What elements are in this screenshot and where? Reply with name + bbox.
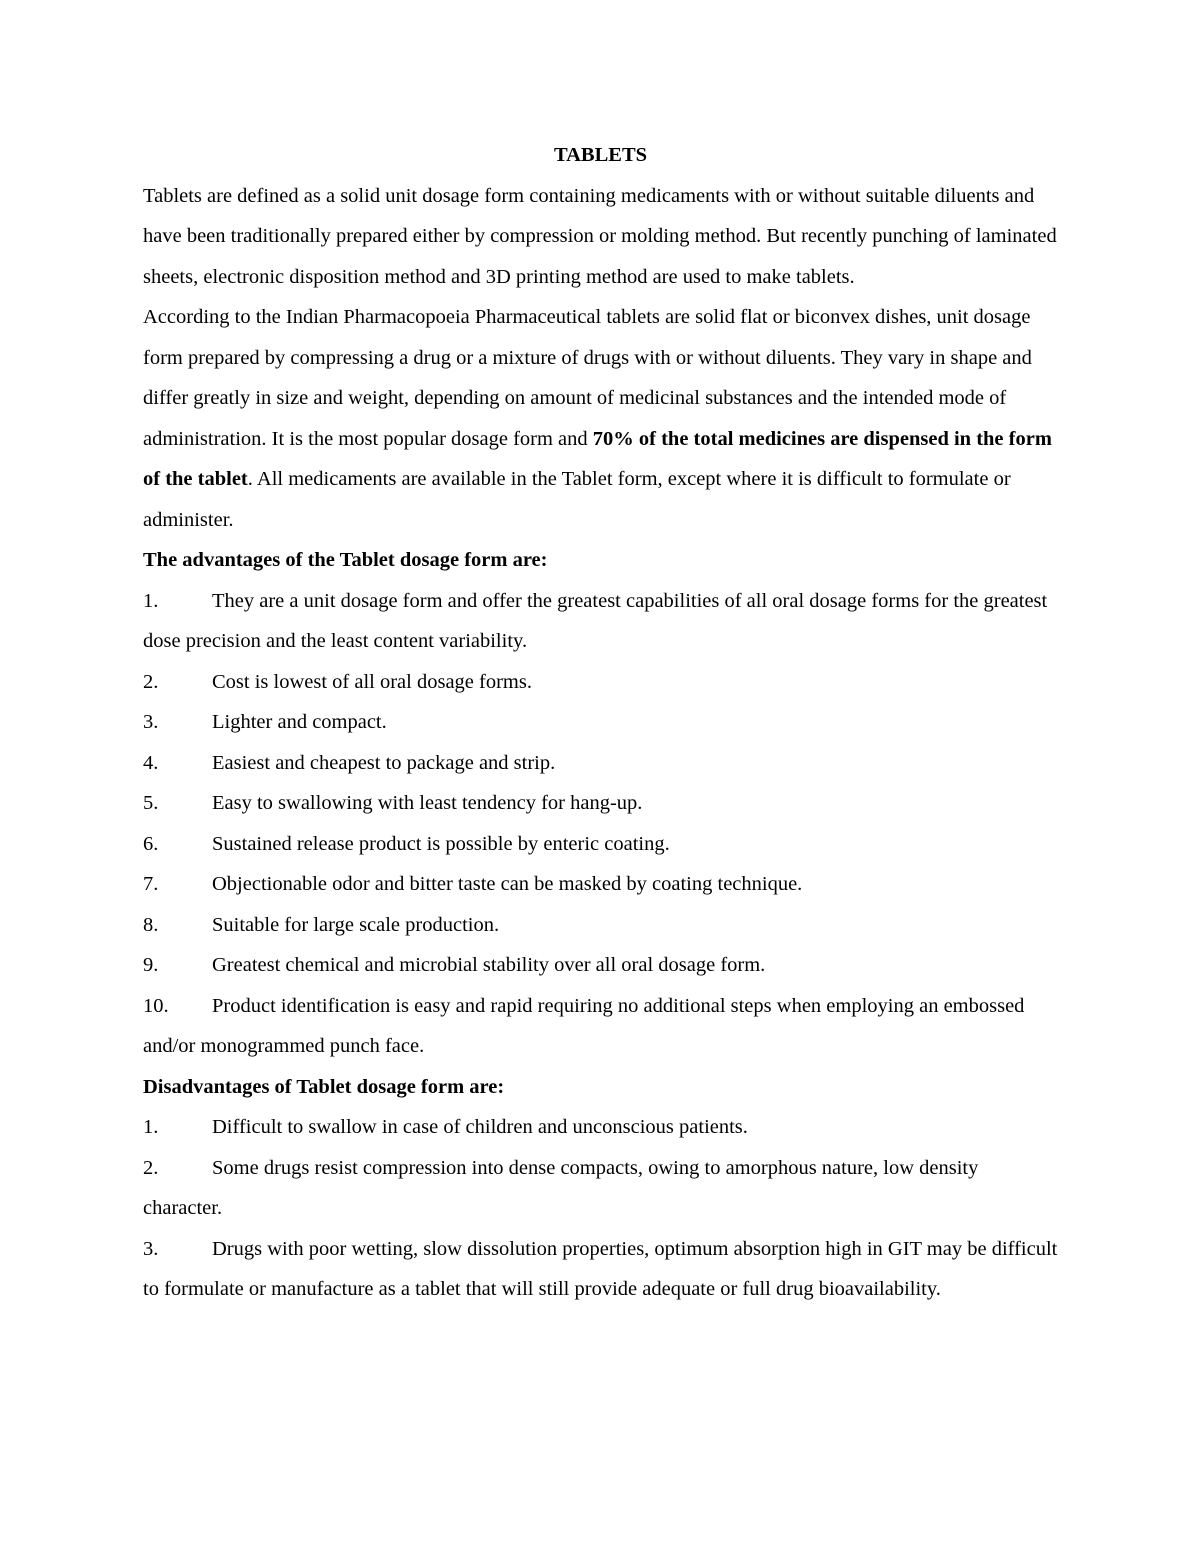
advantages-heading: The advantages of the Tablet dosage form are: xyxy=(143,549,548,571)
list-item-text: Product identification is easy and rapid requiring no additional steps when employing an embossed and/or monogrammed punch face. xyxy=(143,994,1025,1057)
list-item xyxy=(143,783,1058,824)
list-item-text: Sustained release product is possible by enteric coating. xyxy=(212,832,670,855)
list-item-number: 4. xyxy=(143,751,159,774)
list-item xyxy=(143,945,1058,986)
ip-paragraph-bold-text: 70% of the total medicines are dispensed in the form of the tablet xyxy=(143,427,1052,490)
list-item-text: Difficult to swallow in case of children and unconscious patients. xyxy=(212,1116,748,1138)
list-item xyxy=(143,702,1058,743)
list-item-number: 1. xyxy=(143,589,159,612)
list-item-text: Suitable for large scale production. xyxy=(212,913,500,936)
list-item xyxy=(143,1229,1058,1310)
list-item-text: Easiest and cheapest to package and strip. xyxy=(212,751,556,774)
list-item xyxy=(143,864,1058,905)
list-item-number: 8. xyxy=(143,913,159,936)
list-item-number: 3. xyxy=(143,711,159,733)
list-item-number: 6. xyxy=(143,832,159,855)
list-item-number: 7. xyxy=(143,873,159,895)
list-item-number: 2. xyxy=(143,1156,159,1179)
list-item xyxy=(143,905,1058,946)
list-item-number: 3. xyxy=(143,1237,159,1260)
disadvantages-heading: Disadvantages of Tablet dosage form are: xyxy=(143,1075,505,1098)
ip-paragraph xyxy=(143,297,1058,540)
ip-paragraph-text-after: . All medicaments are available in the Tablet form, except where it is difficult to formulate or administer. xyxy=(143,468,1011,531)
list-item-text: Greatest chemical and microbial stability over all oral dosage form. xyxy=(212,954,766,976)
list-item xyxy=(143,662,1058,703)
list-item-number: 9. xyxy=(143,954,159,976)
document-title: TABLETS xyxy=(553,144,648,166)
disadvantages-list xyxy=(143,1107,1058,1310)
list-item-text: Easy to swallowing with least tendency for hang-up. xyxy=(212,792,643,814)
intro-paragraph: Tablets are defined as a solid unit dosage form containing medicaments with or without suitable diluents and have been traditionally prepared either by compression or molding method. But recently punching of laminated sheets, electronic disposition method and 3D printing method are used to make tablets. xyxy=(143,184,1057,288)
list-item-number: 5. xyxy=(143,792,159,814)
list-item-text: Lighter and compact. xyxy=(212,711,387,733)
list-item xyxy=(143,1148,1058,1229)
list-item-number: 1. xyxy=(143,1116,159,1138)
list-item-text: Cost is lowest of all oral dosage forms. xyxy=(212,670,532,693)
list-item-text: They are a unit dosage form and offer the greatest capabilities of all oral dosage forms for the greatest dose precision and the least content variability. xyxy=(143,589,1048,652)
list-item-number: 10. xyxy=(143,994,169,1017)
list-item xyxy=(143,1107,1058,1148)
list-item-text: Objectionable odor and bitter taste can be masked by coating technique. xyxy=(212,873,803,895)
ip-paragraph-text-before: According to the Indian Pharmacopoeia Pharmaceutical tablets are solid flat or biconvex dishes, unit dosage form prepared by compressing a drug or a mixture of drugs with or without diluents. They vary in shape and differ greatly in size and weight, depending on amount of medicinal substances and the intended mode of administration. It is the most popular dosage form and xyxy=(143,306,1032,450)
list-item xyxy=(143,986,1058,1067)
list-item-text: Some drugs resist compression into dense compacts, owing to amorphous nature, low density character. xyxy=(143,1156,979,1219)
list-item xyxy=(143,824,1058,865)
list-item xyxy=(143,743,1058,784)
advantages-list xyxy=(143,581,1058,1067)
list-item xyxy=(143,581,1058,662)
list-item-number: 2. xyxy=(143,670,159,693)
list-item-text: Drugs with poor wetting, slow dissolution properties, optimum absorption high in GIT may be difficult to formulate or manufacture as a tablet that will still provide adequate or full drug bioavailability. xyxy=(143,1237,1058,1300)
